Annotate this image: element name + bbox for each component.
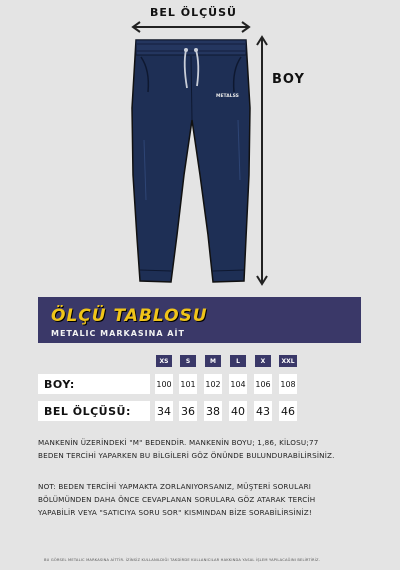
help-note-line-1: NOT: BEDEN TERCİHİ YAPMAKTA ZORLANIYORSANIZ, MÜŞTERİ SORULARI	[38, 482, 312, 491]
size-header-xs: XS	[156, 355, 172, 367]
length-row-label: BOY:	[38, 374, 150, 394]
waist-row-label: BEL ÖLÇÜSÜ:	[38, 401, 150, 421]
size-chart-title: ÖLÇÜ TABLOSU	[51, 306, 208, 326]
size-chart-subtitle: METALIC MARKASINA AİT	[51, 329, 185, 338]
length-xxl-value: 108	[279, 374, 297, 394]
size-header-x: X	[255, 355, 271, 367]
waist-label: BEL ÖLÇÜSÜ	[150, 6, 237, 19]
copyright-footer: BU GÖRSEL METALIC MARKASINA AİTTİR. İZİNSİZ KULLANILDIĞI TAKDİRDE KULLANICILAR HAKKINDA YASAL İŞLEM YAPILACAĞINI BELİRTİRİZ.	[44, 558, 320, 562]
size-header-l: L	[230, 355, 246, 367]
length-l-value: 104	[229, 374, 247, 394]
pants-shape	[132, 40, 250, 282]
size-chart-banner	[38, 297, 361, 343]
waist-m-value: 38	[204, 401, 222, 421]
length-xs-value: 100	[155, 374, 173, 394]
waist-l-value: 40	[229, 401, 247, 421]
model-info-line-2: BEDEN TERCİHİ YAPARKEN BU BİLGİLERİ GÖZ ÖNÜNDE BULUNDURABİLİRSİNİZ.	[38, 451, 335, 460]
model-info-line-1: MANKENİN ÜZERİNDEKİ "M" BEDENDİR. MANKENİN BOYU; 1,86, KİLOSU;77	[38, 438, 319, 447]
help-note-line-2: BÖLÜMÜNDEN DAHA ÖNCE CEVAPLANAN SORULARA GÖZ ATARAK TERCİH	[38, 495, 316, 504]
waist-xs-value: 34	[155, 401, 173, 421]
waist-s-value: 36	[179, 401, 197, 421]
help-note-line-3: YAPABİLİR VEYA "SATICIYA SORU SOR" KISMINDAN BİZE SORABİLİRSİNİZ!	[38, 508, 312, 517]
length-arrow	[257, 37, 267, 284]
size-header-s: S	[180, 355, 196, 367]
length-label: BOY	[272, 72, 305, 87]
size-header-m: M	[205, 355, 221, 367]
length-x-value: 106	[254, 374, 272, 394]
size-header-xxl: XXL	[279, 355, 297, 367]
brand-print: METALSS	[216, 94, 239, 99]
waist-arrow	[133, 22, 249, 32]
length-m-value: 102	[204, 374, 222, 394]
length-s-value: 101	[179, 374, 197, 394]
waist-xxl-value: 46	[279, 401, 297, 421]
waist-x-value: 43	[254, 401, 272, 421]
